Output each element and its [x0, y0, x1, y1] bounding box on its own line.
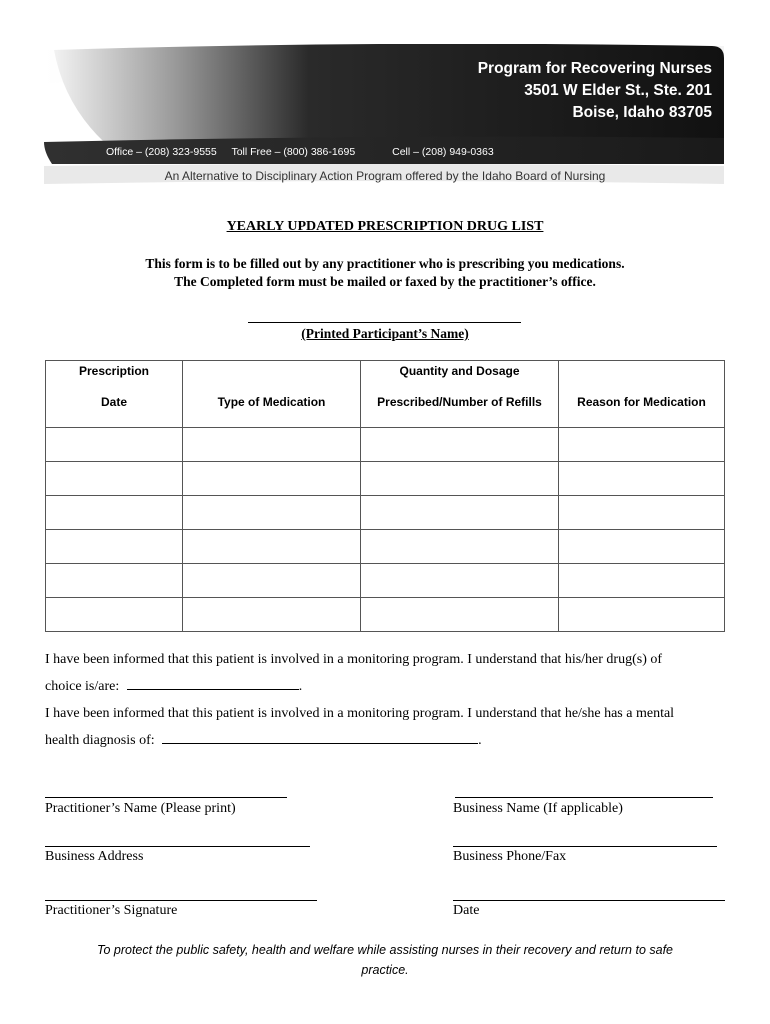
- date-field[interactable]: [453, 900, 725, 901]
- mental-health-label: health diagnosis of:: [45, 733, 155, 748]
- instruction-line-1: This form is to be filled out by any practitioner who is prescribing you medications.: [145, 256, 625, 271]
- footer-line-1: To protect the public safety, health and welfare while assisting nurses in their recovery and return to safe: [96, 943, 673, 957]
- address-line-2: Boise, Idaho 83705: [572, 104, 712, 121]
- letterhead-banner: [44, 44, 724, 162]
- cell-quantity[interactable]: [361, 598, 559, 632]
- cell-date[interactable]: [46, 598, 183, 632]
- footer-mission-statement: [60, 940, 710, 980]
- business-address-field[interactable]: [45, 846, 310, 847]
- table-row: [46, 496, 725, 530]
- cell-reason[interactable]: [559, 462, 725, 496]
- drug-choice-text-2: [45, 673, 735, 700]
- business-name-label: Business Name (If applicable): [453, 801, 623, 816]
- cell-quantity[interactable]: [361, 530, 559, 564]
- cell-date[interactable]: [46, 530, 183, 564]
- table-row: [46, 564, 725, 598]
- table-row: [46, 530, 725, 564]
- practitioner-signature-field[interactable]: [45, 900, 317, 901]
- date-label: Date: [453, 903, 480, 918]
- business-name-field[interactable]: [455, 797, 713, 798]
- practitioner-name-field[interactable]: [45, 797, 287, 798]
- cell-phone: Cell – (208) 949-0363: [392, 146, 494, 158]
- cell-quantity[interactable]: [361, 496, 559, 530]
- cell-date[interactable]: [46, 564, 183, 598]
- prescription-table: [45, 360, 725, 632]
- drug-choice-field[interactable]: [127, 675, 299, 690]
- cell-quantity[interactable]: [361, 564, 559, 598]
- footer-line-2: practice.: [361, 963, 409, 977]
- business-phone-label: Business Phone/Fax: [453, 849, 567, 864]
- program-tagline: An Alternative to Disciplinary Action Program offered by the Idaho Board of Nursing: [164, 169, 606, 183]
- header-reason-for-medication: Reason for Medication: [559, 361, 725, 428]
- participant-name-field[interactable]: [248, 322, 521, 323]
- practitioner-signature-label: Practitioner’s Signature: [45, 903, 178, 918]
- drug-choice-label: choice is/are:: [45, 679, 120, 694]
- mental-health-period: .: [478, 733, 482, 748]
- header-quantity-dosage: Quantity and Dosage Prescribed/Number of Refills: [361, 361, 559, 428]
- business-address-label: Business Address: [45, 849, 144, 864]
- cell-date[interactable]: [46, 428, 183, 462]
- toll-free-phone: Toll Free – (800) 386-1695: [231, 146, 356, 158]
- cell-quantity[interactable]: [361, 428, 559, 462]
- cell-medication[interactable]: [183, 564, 361, 598]
- table-row: [46, 598, 725, 632]
- business-phone-field[interactable]: [453, 846, 717, 847]
- cell-medication[interactable]: [183, 496, 361, 530]
- cell-date[interactable]: [46, 462, 183, 496]
- cell-quantity[interactable]: [361, 462, 559, 496]
- mental-health-text-2: [45, 727, 735, 754]
- cell-date[interactable]: [46, 496, 183, 530]
- table-header-row: [46, 361, 725, 428]
- contact-bar: [106, 146, 506, 158]
- address-line-1: 3501 W Elder St., Ste. 201: [524, 82, 712, 99]
- cell-reason[interactable]: [559, 428, 725, 462]
- table-row: [46, 428, 725, 462]
- org-name: Program for Recovering Nurses: [477, 60, 712, 77]
- cell-medication[interactable]: [183, 598, 361, 632]
- org-address-block: [478, 58, 712, 124]
- cell-medication[interactable]: [183, 530, 361, 564]
- table-row: [46, 462, 725, 496]
- participant-name-label: (Printed Participant’s Name): [301, 326, 469, 341]
- drug-choice-text-1: I have been informed that this patient is involved in a monitoring program. I understand that his/her drug(s) of: [45, 652, 663, 667]
- cell-reason[interactable]: [559, 530, 725, 564]
- instruction-line-2: The Completed form must be mailed or faxed by the practitioner’s office.: [174, 274, 596, 289]
- mental-health-field[interactable]: [162, 729, 478, 744]
- cell-medication[interactable]: [183, 428, 361, 462]
- cell-medication[interactable]: [183, 462, 361, 496]
- mental-health-statement: [45, 700, 735, 754]
- practitioner-name-label: Practitioner’s Name (Please print): [45, 801, 236, 816]
- cell-reason[interactable]: [559, 564, 725, 598]
- office-phone: Office – (208) 323-9555: [106, 146, 217, 158]
- mental-health-text-1: I have been informed that this patient is involved in a monitoring program. I understand that he/she has a mental: [45, 706, 675, 721]
- cell-reason[interactable]: [559, 496, 725, 530]
- drug-choice-statement: [45, 646, 735, 700]
- form-title: YEARLY UPDATED PRESCRIPTION DRUG LIST: [226, 219, 544, 234]
- header-type-of-medication: Type of Medication: [183, 361, 361, 428]
- cell-reason[interactable]: [559, 598, 725, 632]
- header-prescription-date: Prescription Date: [46, 361, 183, 428]
- drug-choice-period: .: [298, 679, 303, 694]
